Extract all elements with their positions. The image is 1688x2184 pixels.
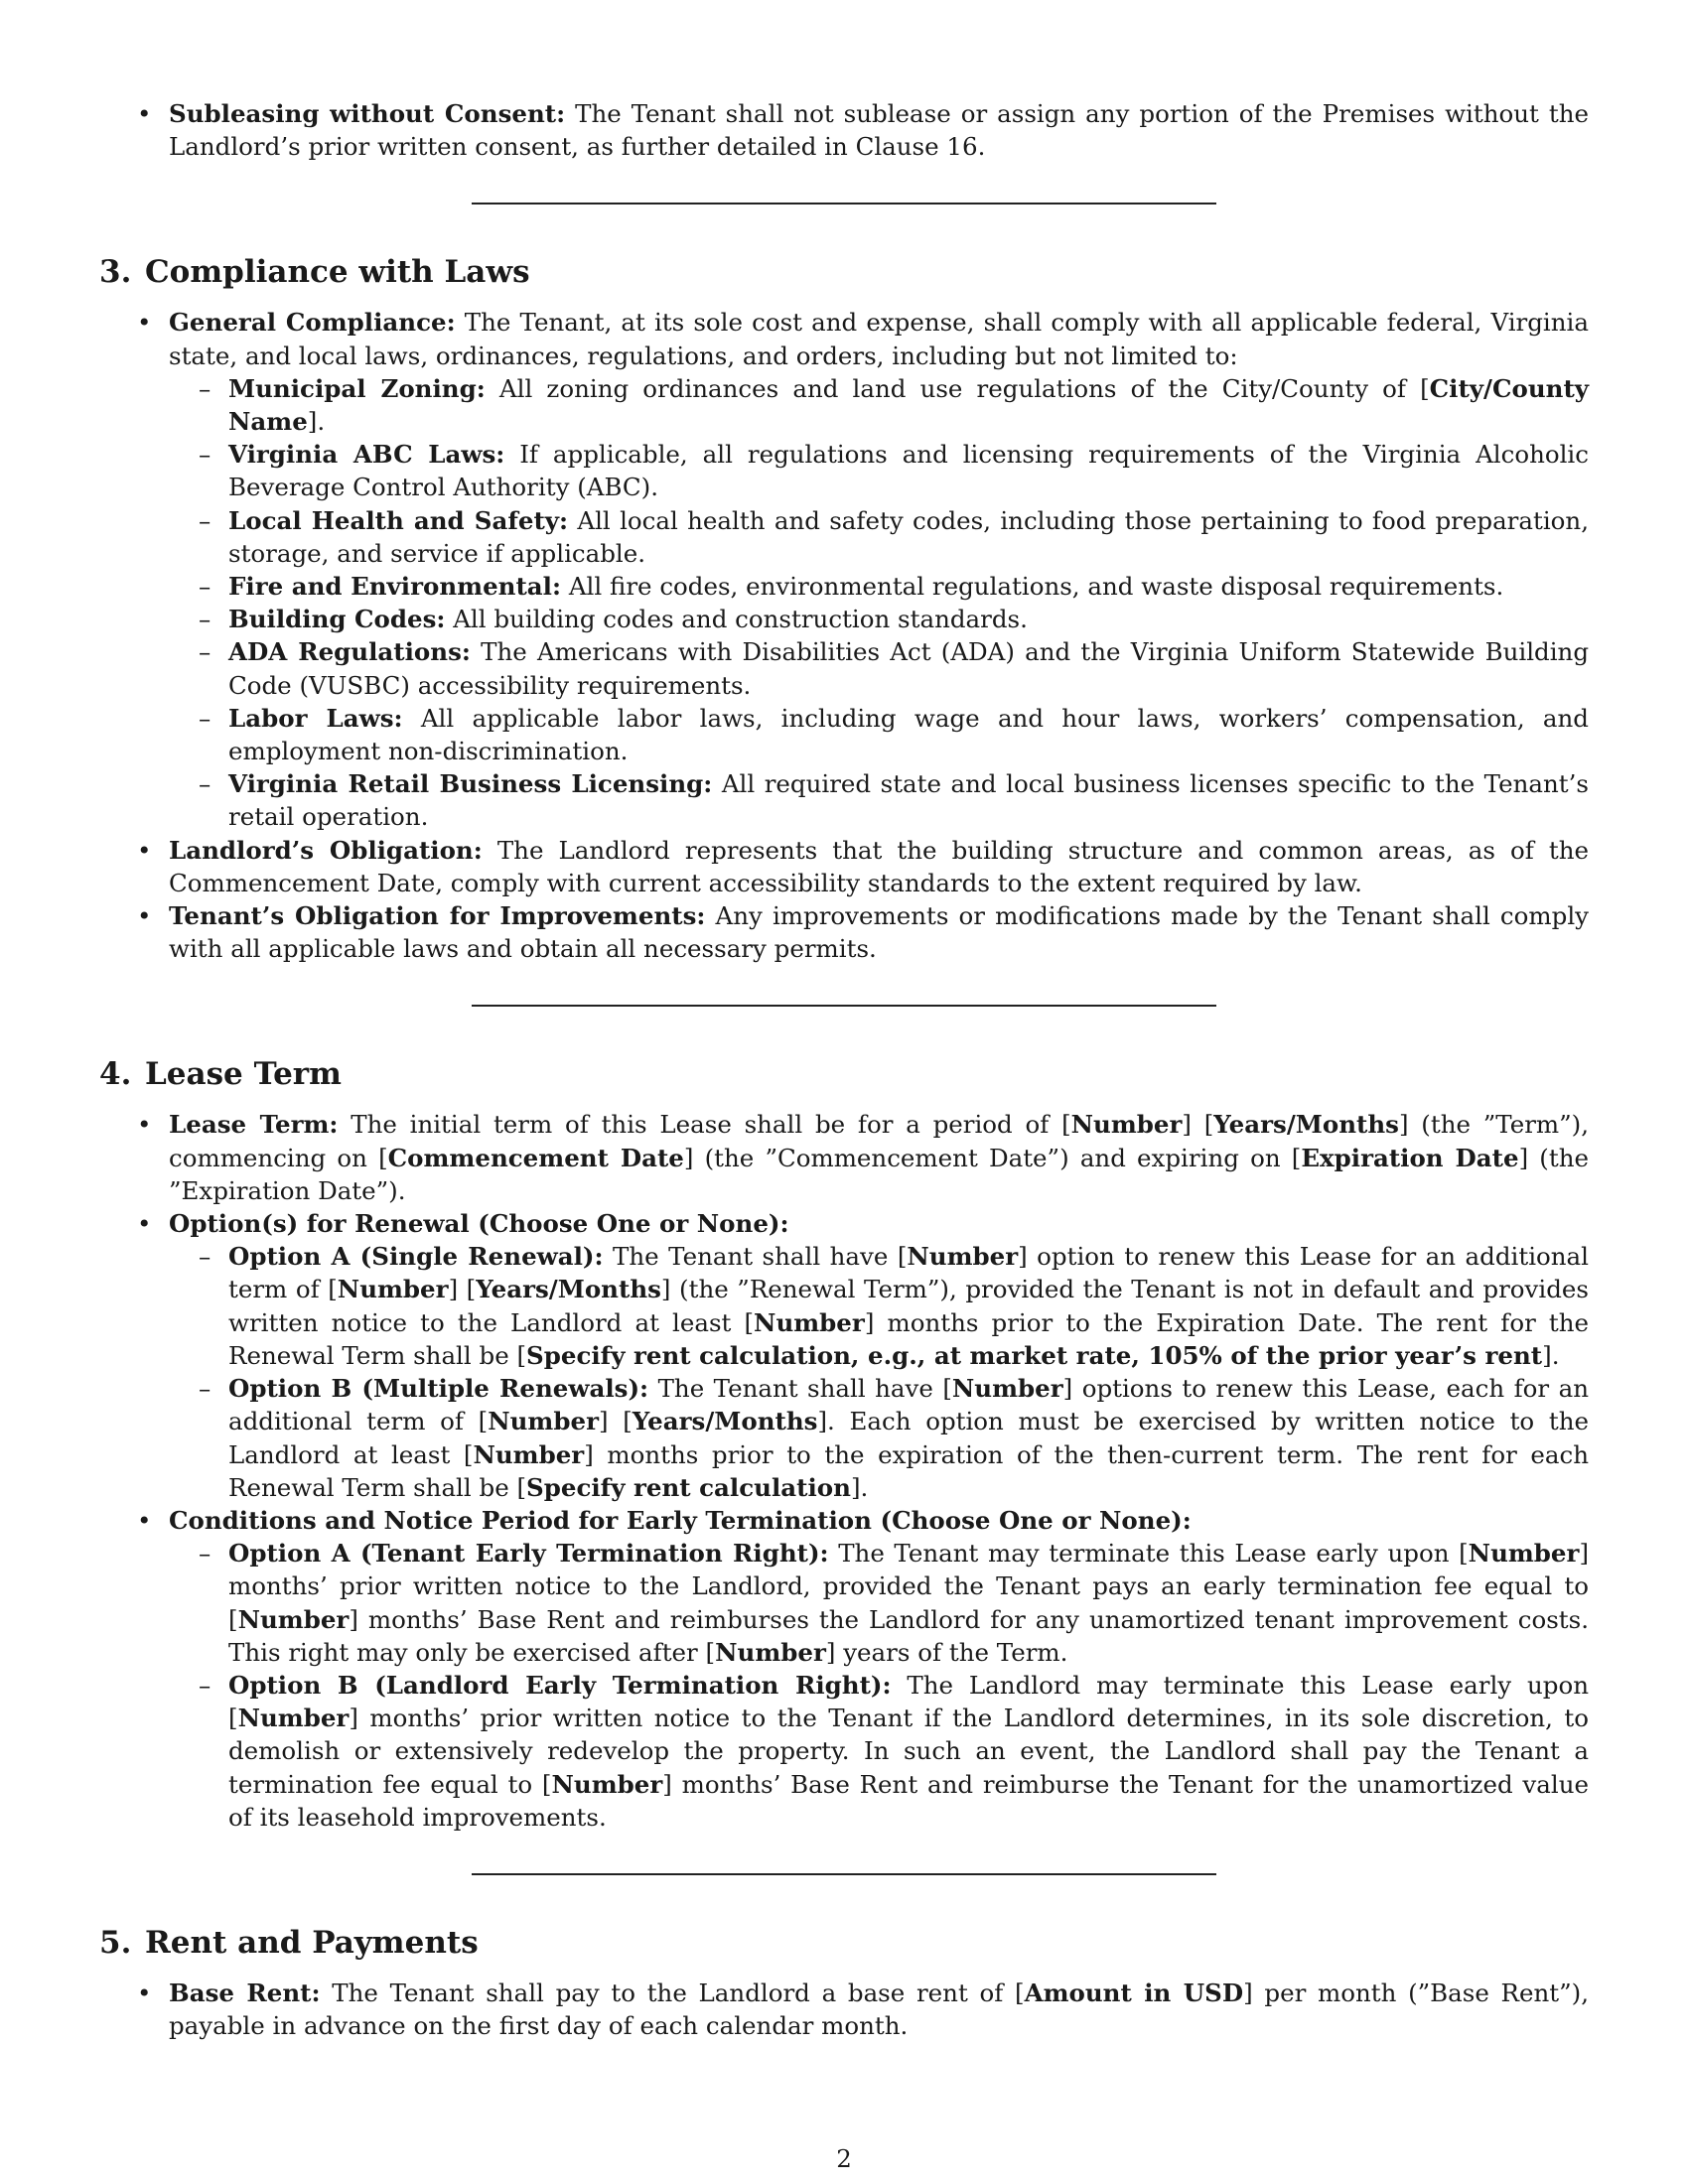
- item-text: Any improvements or modifications made by the Tenant shall comply with all applicable laws and obtain all necessary permits.: [169, 901, 1589, 964]
- document-page: [99, 97, 1589, 2042]
- item-text: ] per month (”Base Rent”), payable in advance on the first day of each calendar month.: [169, 1978, 1589, 2041]
- sublist-item-labor: [99, 702, 1589, 767]
- item-text: If applicable, all regulations and licensing requirements of the Virginia Alcoholic Beverage Control Authority (ABC).: [228, 440, 1589, 502]
- item-label: General Compliance:: [169, 308, 456, 338]
- item-text: The Tenant shall not sublease or assign any portion of the Premises without the Landlord’s prior written consent, as further detailed in Clause 16.: [169, 99, 1589, 162]
- placeholder: Expiration Date: [1301, 1143, 1519, 1172]
- item-label: Lease Term:: [169, 1110, 339, 1140]
- sublist-item-ada: [99, 635, 1589, 701]
- item-label: Option B (Landlord Early Termination Right):: [228, 1670, 892, 1700]
- item-text: ] (the ”Commencement Date”) and expiring on [: [683, 1143, 1302, 1172]
- item-text: The Tenant, at its sole cost and expense, shall comply with all applicable federal, Virginia state, and local laws, ordinances, regulations, and orders, including but not limited to:: [169, 308, 1589, 370]
- section-divider: [472, 203, 1216, 205]
- list-item-landlord-obligation: [99, 834, 1589, 899]
- item-text: All applicable labor laws, including wage and hour laws, workers’ compensation, and employment non-discrimination.: [228, 703, 1589, 766]
- item-text: ].: [850, 1472, 869, 1502]
- placeholder: Number: [907, 1242, 1019, 1272]
- section-divider: [472, 1005, 1216, 1007]
- item-label: Fire and Environmental:: [228, 572, 562, 602]
- list-item-improvements: [99, 899, 1589, 965]
- placeholder: Amount in USD: [1024, 1978, 1244, 2007]
- section-number: 3.: [99, 254, 132, 291]
- subleasing-list: [99, 97, 1589, 163]
- section-number: 4.: [99, 1056, 132, 1093]
- item-text: ] [: [448, 1275, 477, 1304]
- lease-term-list: [99, 1108, 1589, 1833]
- sublist-item-termination-option-a: [99, 1537, 1589, 1669]
- section-divider: [472, 1873, 1216, 1875]
- sublist-item-abc: [99, 438, 1589, 503]
- section-title: Compliance with Laws: [145, 254, 530, 291]
- item-text: ].: [1542, 1340, 1560, 1370]
- item-label: Landlord’s Obligation:: [169, 835, 483, 865]
- section-heading-rent: [99, 1923, 1589, 1963]
- item-text: The Tenant shall pay to the Landlord a base rent of [: [320, 1978, 1025, 2007]
- placeholder: Number: [715, 1637, 826, 1667]
- page-number: 2: [836, 2144, 852, 2173]
- item-text: ] months prior to the expiration of the then-current term. The rent for each Renewal Term shall be [: [228, 1439, 1589, 1502]
- rent-list: [99, 1977, 1589, 2042]
- placeholder: Number: [1468, 1539, 1580, 1569]
- item-text: The Landlord represents that the building structure and common areas, as of the Commencement Date, comply with current accessibility standards to the extent required by law.: [169, 835, 1589, 897]
- item-text: ] [: [1182, 1110, 1214, 1140]
- sublist-item-zoning: [99, 372, 1589, 438]
- item-text: The Americans with Disabilities Act (ADA) and the Virginia Uniform Statewide Building Code (VUSBC) accessibility requirements.: [228, 637, 1590, 700]
- item-text: ] months prior to the Expiration Date. The rent for the Renewal Term shall be [: [228, 1307, 1590, 1370]
- item-text: ]. Each option must be exercised by written notice to the Landlord at least [: [228, 1407, 1589, 1469]
- placeholder: Number: [754, 1307, 865, 1337]
- item-label: Tenant’s Obligation for Improvements:: [169, 901, 706, 931]
- placeholder: Number: [488, 1407, 599, 1436]
- item-text: ] months’ prior written notice to the Tenant if the Landlord determines, in its sole discretion, to demolish or extensively redevelop the property. In such an event, the Landlord shall pay the Tenant a termination fee equal to [: [228, 1704, 1589, 1799]
- item-text: ] (the ”Renewal Term”), provided the Tenant is not in default and provides written notice to the Landlord at least [: [228, 1275, 1589, 1337]
- placeholder: Years/Months: [632, 1407, 818, 1436]
- item-text: All zoning ordinances and land use regulations of the City/County of [: [485, 373, 1430, 403]
- item-text: ] years of the Term.: [825, 1637, 1068, 1667]
- item-text: ] option to renew this Lease for an additional term of [: [228, 1242, 1589, 1304]
- item-text: ] months’ Base Rent and reimburses the Landlord for any unamortized tenant improvement costs. This right may only be exercised after [: [228, 1604, 1589, 1667]
- item-label: Virginia Retail Business Licensing:: [228, 769, 713, 799]
- section-title: Lease Term: [145, 1056, 342, 1093]
- placeholder: Number: [237, 1704, 350, 1733]
- item-text: The initial term of this Lease shall be for a period of [: [338, 1110, 1071, 1140]
- placeholder: Number: [951, 1374, 1063, 1404]
- item-text: All fire codes, environmental regulations, and waste disposal requirements.: [561, 572, 1504, 602]
- placeholder: Number: [337, 1275, 449, 1304]
- placeholder: Specify rent calculation: [526, 1472, 851, 1502]
- item-text: ] (the ”Expiration Date”).: [169, 1143, 1589, 1205]
- section-title: Rent and Payments: [145, 1924, 479, 1961]
- placeholder: Commencement Date: [387, 1143, 684, 1172]
- sublist-item-building: [99, 603, 1589, 635]
- item-label: Conditions and Notice Period for Early Termination (Choose One or None):: [169, 1505, 1192, 1535]
- item-text: The Tenant may terminate this Lease early upon [: [828, 1539, 1469, 1569]
- placeholder: Specify rent calculation, e.g., at market rate, 105% of the prior year’s rent: [526, 1340, 1543, 1370]
- list-item-subleasing: [99, 97, 1589, 163]
- list-item-base-rent: [99, 1977, 1589, 2042]
- item-text: ] [: [598, 1407, 633, 1436]
- list-item-lease-term: [99, 1108, 1589, 1207]
- section-number: 5.: [99, 1924, 132, 1961]
- item-label: Base Rent:: [169, 1978, 321, 2007]
- placeholder: Number: [551, 1769, 663, 1799]
- item-label: Building Codes:: [228, 605, 446, 634]
- placeholder: Years/Months: [476, 1275, 661, 1304]
- item-label: Option A (Tenant Early Termination Right):: [228, 1539, 829, 1569]
- item-text: All required state and local business licenses specific to the Tenant’s retail operation.: [228, 769, 1589, 832]
- section-heading-lease-term: [99, 1054, 1589, 1094]
- item-label: Subleasing without Consent:: [169, 99, 566, 128]
- list-item-general-compliance: [99, 306, 1589, 371]
- section-heading-compliance: [99, 252, 1589, 292]
- sublist-item-health: [99, 504, 1589, 570]
- sublist-item-licensing: [99, 767, 1589, 833]
- sublist-item-termination-option-b: [99, 1669, 1589, 1834]
- sublist-item-renewal-option-b: [99, 1372, 1589, 1504]
- item-text: All building codes and construction standards.: [445, 605, 1028, 634]
- item-label: Option B (Multiple Renewals):: [228, 1374, 649, 1404]
- item-text: The Tenant shall have [: [648, 1374, 952, 1404]
- item-label: ADA Regulations:: [228, 637, 471, 667]
- item-text: ].: [307, 407, 326, 437]
- placeholder: Years/Months: [1213, 1110, 1399, 1140]
- list-item-renewal-heading: [99, 1207, 1589, 1240]
- item-text: The Tenant shall have [: [603, 1242, 908, 1272]
- placeholder: Number: [473, 1439, 585, 1469]
- placeholder: Number: [237, 1604, 350, 1634]
- placeholder: Number: [1070, 1110, 1183, 1140]
- placeholder: City/County Name: [228, 373, 1589, 437]
- item-label: Municipal Zoning:: [228, 373, 486, 403]
- item-text: ] options to renew this Lease, each for an additional term of [: [228, 1374, 1589, 1436]
- item-label: Local Health and Safety:: [228, 505, 569, 535]
- item-text: ] (the ”Term”), commencing on [: [169, 1110, 1590, 1172]
- sublist-item-fire: [99, 570, 1589, 603]
- item-text: ] months’ Base Rent and reimburse the Tenant for the unamortized value of its leasehold improvements.: [228, 1769, 1589, 1832]
- compliance-list: [99, 306, 1589, 965]
- item-text: ] months’ prior written notice to the Landlord, provided the Tenant pays an early termination fee equal to [: [228, 1539, 1589, 1634]
- item-label: Labor Laws:: [228, 703, 403, 733]
- item-text: The Landlord may terminate this Lease early upon [: [228, 1670, 1589, 1733]
- item-label: Virginia ABC Laws:: [228, 440, 505, 470]
- item-label: Option A (Single Renewal):: [228, 1242, 604, 1272]
- list-item-termination-heading: [99, 1504, 1589, 1537]
- sublist-item-renewal-option-a: [99, 1240, 1589, 1372]
- item-text: All local health and safety codes, including those pertaining to food preparation, storage, and service if applicable.: [228, 505, 1589, 568]
- item-label: Option(s) for Renewal (Choose One or None):: [169, 1209, 789, 1239]
